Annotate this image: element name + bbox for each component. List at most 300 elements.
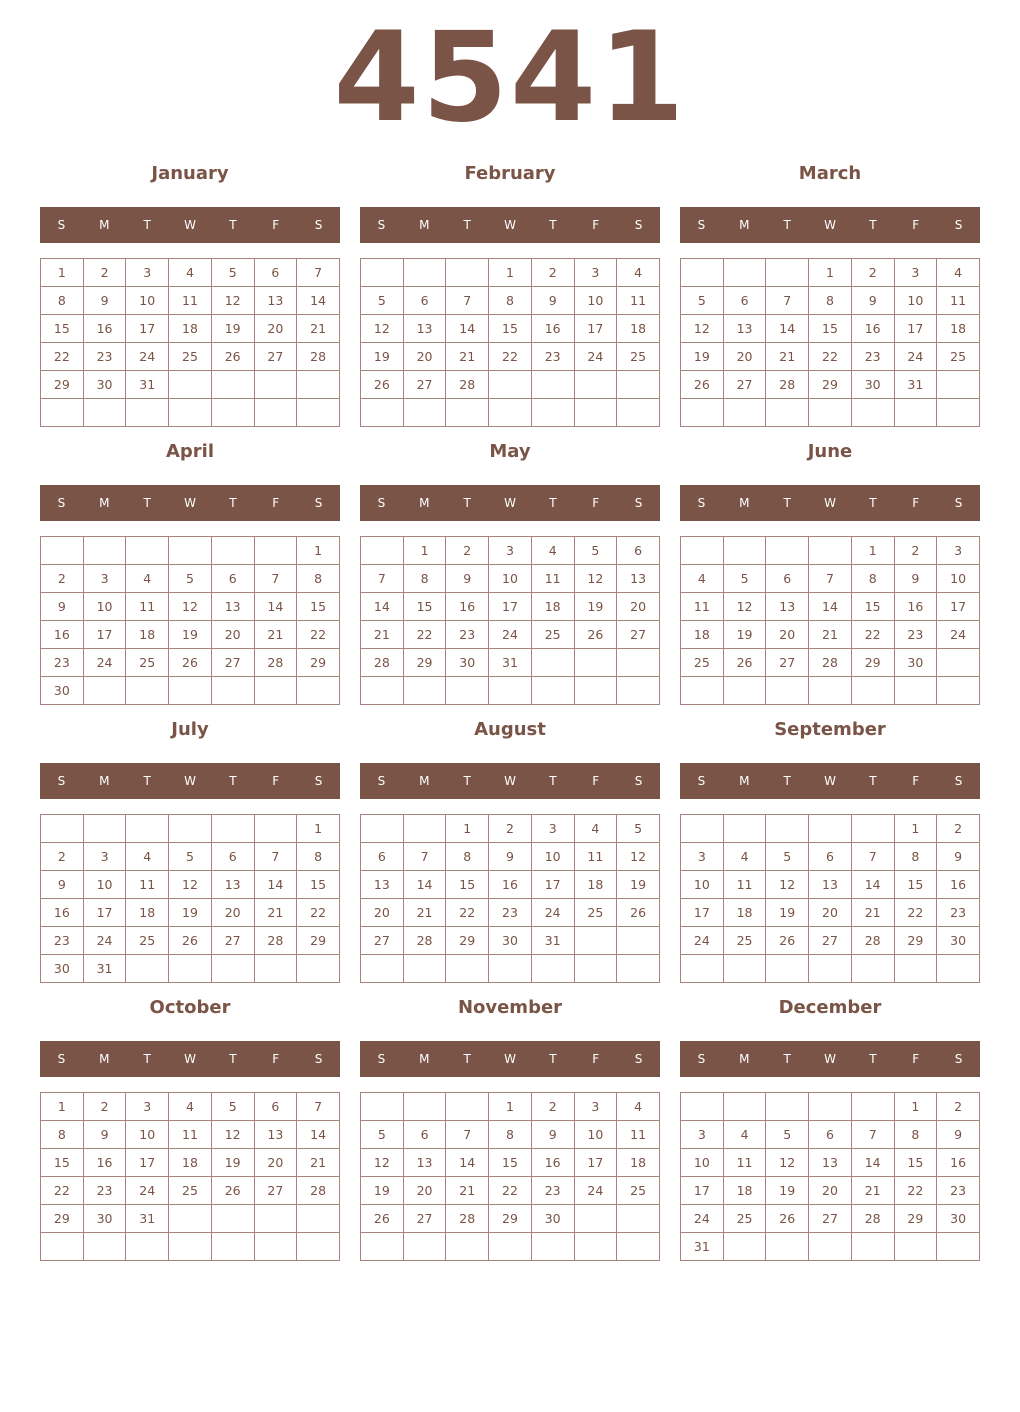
weekday-label: S (954, 496, 963, 510)
weekday-label: F (272, 774, 280, 788)
day-cell (937, 371, 980, 399)
day-cell: 12 (766, 1149, 809, 1177)
month-title: June (807, 441, 853, 462)
week-row (41, 399, 340, 427)
day-cell (126, 399, 169, 427)
day-cell: 16 (851, 315, 894, 343)
day-grid (680, 814, 980, 983)
day-cell: 13 (766, 593, 809, 621)
day-cell: 25 (617, 1177, 660, 1205)
day-cell: 28 (446, 371, 489, 399)
weekday-label: W (824, 774, 836, 788)
week-row (361, 1149, 660, 1177)
day-cell: 3 (531, 815, 574, 843)
day-cell: 10 (894, 287, 937, 315)
week-row (361, 259, 660, 287)
day-cell (574, 955, 617, 983)
day-cell: 12 (723, 593, 766, 621)
day-cell: 7 (446, 1121, 489, 1149)
day-cell: 10 (126, 287, 169, 315)
day-grid (680, 258, 980, 427)
day-cell: 19 (169, 899, 212, 927)
day-cell: 27 (617, 621, 660, 649)
day-cell: 26 (766, 1205, 809, 1233)
day-cell (937, 677, 980, 705)
day-cell (617, 649, 660, 677)
day-cell: 13 (809, 1149, 852, 1177)
day-cell: 2 (446, 537, 489, 565)
week-row (361, 677, 660, 705)
day-cell: 23 (851, 343, 894, 371)
day-cell: 17 (574, 315, 617, 343)
day-cell: 25 (617, 343, 660, 371)
weekday-label: M (419, 496, 430, 510)
day-cell (211, 815, 254, 843)
day-cell (894, 955, 937, 983)
day-cell: 12 (766, 871, 809, 899)
day-cell: 13 (403, 1149, 446, 1177)
day-cell (894, 1233, 937, 1261)
weekday-label: S (377, 218, 386, 232)
day-cell (211, 677, 254, 705)
day-cell: 23 (489, 899, 532, 927)
day-cell: 5 (617, 815, 660, 843)
weekday-header (40, 207, 340, 243)
weekday-header (40, 763, 340, 799)
day-cell: 3 (126, 259, 169, 287)
week-row (41, 315, 340, 343)
day-cell: 14 (446, 315, 489, 343)
day-cell: 10 (126, 1121, 169, 1149)
weekday-header (680, 763, 980, 799)
day-cell: 18 (169, 1149, 212, 1177)
weekday-label: T (869, 1052, 877, 1066)
day-cell: 9 (937, 843, 980, 871)
day-cell (851, 1093, 894, 1121)
day-cell: 3 (574, 1093, 617, 1121)
day-cell: 27 (403, 371, 446, 399)
day-cell: 4 (681, 565, 724, 593)
day-cell: 5 (574, 537, 617, 565)
weekday-label: F (592, 496, 600, 510)
day-cell (723, 815, 766, 843)
day-cell: 24 (531, 899, 574, 927)
week-row (361, 899, 660, 927)
weekday-label: F (912, 496, 920, 510)
day-cell: 30 (446, 649, 489, 677)
day-cell (361, 399, 404, 427)
day-cell: 18 (126, 621, 169, 649)
day-cell: 25 (937, 343, 980, 371)
day-cell (254, 815, 297, 843)
week-row (361, 315, 660, 343)
day-cell: 10 (681, 1149, 724, 1177)
day-cell (489, 371, 532, 399)
day-cell (297, 1205, 340, 1233)
day-cell: 13 (254, 1121, 297, 1149)
weekday-label: W (824, 1052, 836, 1066)
day-cell: 27 (809, 1205, 852, 1233)
day-cell (169, 399, 212, 427)
day-cell: 20 (617, 593, 660, 621)
month-title: July (171, 719, 209, 740)
day-cell: 16 (937, 871, 980, 899)
day-cell: 30 (531, 1205, 574, 1233)
day-cell: 16 (83, 315, 126, 343)
day-cell (894, 677, 937, 705)
day-cell: 16 (446, 593, 489, 621)
day-cell: 8 (297, 843, 340, 871)
day-cell: 22 (809, 343, 852, 371)
week-row (41, 843, 340, 871)
day-grid (40, 1092, 340, 1261)
day-cell: 23 (937, 899, 980, 927)
day-cell: 7 (446, 287, 489, 315)
day-cell: 17 (894, 315, 937, 343)
day-cell: 27 (211, 649, 254, 677)
day-cell: 22 (297, 899, 340, 927)
day-cell: 3 (83, 843, 126, 871)
day-cell: 29 (297, 927, 340, 955)
weekday-label: M (99, 218, 110, 232)
weekday-header (360, 207, 660, 243)
day-cell (169, 371, 212, 399)
weekday-label: F (272, 1052, 280, 1066)
weekday-header (40, 485, 340, 521)
week-row (681, 677, 980, 705)
day-cell: 11 (681, 593, 724, 621)
day-cell (297, 371, 340, 399)
day-cell (489, 1233, 532, 1261)
weekday-label: F (272, 218, 280, 232)
day-cell: 1 (489, 259, 532, 287)
day-cell: 12 (617, 843, 660, 871)
weekday-label: F (592, 218, 600, 232)
weekday-label: S (377, 496, 386, 510)
day-cell: 30 (41, 677, 84, 705)
day-cell: 12 (211, 1121, 254, 1149)
week-row (361, 565, 660, 593)
day-cell: 28 (361, 649, 404, 677)
day-cell: 9 (83, 287, 126, 315)
day-cell (809, 399, 852, 427)
day-cell: 14 (254, 871, 297, 899)
week-row (361, 371, 660, 399)
day-cell: 21 (446, 343, 489, 371)
weekday-label: S (57, 774, 66, 788)
day-cell: 15 (851, 593, 894, 621)
week-row (361, 537, 660, 565)
weekday-label: S (377, 774, 386, 788)
day-cell: 9 (531, 287, 574, 315)
week-row (361, 1177, 660, 1205)
day-cell: 26 (766, 927, 809, 955)
day-cell: 7 (851, 1121, 894, 1149)
day-cell: 5 (723, 565, 766, 593)
week-row (41, 1121, 340, 1149)
day-cell (723, 1093, 766, 1121)
day-cell (126, 955, 169, 983)
weekday-header (360, 485, 660, 521)
day-cell (937, 955, 980, 983)
day-grid (360, 536, 660, 705)
day-cell: 14 (851, 1149, 894, 1177)
day-cell (83, 815, 126, 843)
day-cell: 24 (681, 927, 724, 955)
day-cell: 17 (531, 871, 574, 899)
month-title: November (457, 997, 563, 1018)
day-cell: 20 (254, 315, 297, 343)
day-grid (40, 536, 340, 705)
day-cell (169, 537, 212, 565)
day-cell: 31 (126, 1205, 169, 1233)
week-row (681, 537, 980, 565)
day-cell: 5 (211, 1093, 254, 1121)
day-cell (723, 677, 766, 705)
day-cell: 22 (297, 621, 340, 649)
weekday-label: T (463, 1052, 471, 1066)
day-cell (169, 1205, 212, 1233)
weekday-label: M (739, 774, 750, 788)
month-title: August (474, 719, 546, 740)
day-cell (297, 1233, 340, 1261)
day-cell: 4 (126, 843, 169, 871)
day-cell (617, 371, 660, 399)
day-cell: 11 (937, 287, 980, 315)
day-cell (254, 537, 297, 565)
day-cell: 1 (851, 537, 894, 565)
day-grid (360, 258, 660, 427)
day-cell: 23 (83, 1177, 126, 1205)
year-title: 4541 (333, 6, 687, 150)
day-cell (937, 399, 980, 427)
week-row (41, 1205, 340, 1233)
week-row (681, 955, 980, 983)
day-cell: 22 (41, 343, 84, 371)
day-cell (211, 537, 254, 565)
day-cell (723, 537, 766, 565)
week-row (681, 815, 980, 843)
weekday-label: W (184, 218, 196, 232)
day-cell: 17 (489, 593, 532, 621)
day-cell: 17 (681, 1177, 724, 1205)
day-cell: 22 (489, 1177, 532, 1205)
day-cell (531, 677, 574, 705)
day-cell: 2 (937, 815, 980, 843)
day-cell: 19 (681, 343, 724, 371)
week-row (361, 927, 660, 955)
day-cell: 4 (126, 565, 169, 593)
day-cell: 3 (937, 537, 980, 565)
day-cell: 25 (574, 899, 617, 927)
weekday-label: W (504, 1052, 516, 1066)
day-cell: 30 (851, 371, 894, 399)
weekday-label: T (229, 496, 237, 510)
day-cell: 27 (361, 927, 404, 955)
day-cell (617, 677, 660, 705)
day-cell (574, 1233, 617, 1261)
week-row (681, 315, 980, 343)
day-cell: 19 (361, 343, 404, 371)
day-cell: 3 (894, 259, 937, 287)
day-cell: 6 (766, 565, 809, 593)
day-cell (531, 1233, 574, 1261)
month-title: September (774, 719, 886, 740)
week-row (361, 955, 660, 983)
day-cell: 18 (723, 1177, 766, 1205)
day-cell (851, 1233, 894, 1261)
day-cell: 4 (937, 259, 980, 287)
weekday-label: T (783, 496, 791, 510)
weekday-label: M (739, 496, 750, 510)
day-cell: 17 (937, 593, 980, 621)
day-cell: 10 (681, 871, 724, 899)
day-cell: 5 (211, 259, 254, 287)
day-cell: 2 (531, 1093, 574, 1121)
day-cell (126, 1233, 169, 1261)
day-cell: 29 (403, 649, 446, 677)
weekday-label: T (869, 218, 877, 232)
day-cell (937, 1233, 980, 1261)
weekday-label: W (184, 1052, 196, 1066)
day-cell: 2 (937, 1093, 980, 1121)
day-cell: 22 (894, 899, 937, 927)
weekday-label: S (314, 1052, 323, 1066)
day-cell (403, 955, 446, 983)
week-row (41, 1177, 340, 1205)
day-cell (489, 677, 532, 705)
day-cell: 26 (361, 371, 404, 399)
day-cell: 25 (681, 649, 724, 677)
day-cell (574, 927, 617, 955)
day-cell: 6 (617, 537, 660, 565)
week-row (681, 259, 980, 287)
day-cell: 15 (894, 871, 937, 899)
week-row (41, 537, 340, 565)
day-cell: 13 (723, 315, 766, 343)
day-cell: 23 (83, 343, 126, 371)
day-cell: 4 (169, 1093, 212, 1121)
day-cell (574, 649, 617, 677)
day-cell: 16 (489, 871, 532, 899)
day-cell: 27 (403, 1205, 446, 1233)
day-grid (40, 814, 340, 983)
day-cell: 15 (297, 593, 340, 621)
weekday-label: S (697, 774, 706, 788)
weekday-label: T (229, 218, 237, 232)
day-cell: 31 (83, 955, 126, 983)
day-cell: 22 (41, 1177, 84, 1205)
day-cell: 1 (297, 815, 340, 843)
day-cell (489, 955, 532, 983)
day-grid (680, 536, 980, 705)
week-row (361, 1205, 660, 1233)
day-cell: 11 (126, 871, 169, 899)
day-cell: 1 (894, 1093, 937, 1121)
day-cell: 5 (361, 1121, 404, 1149)
day-cell (937, 649, 980, 677)
week-row (361, 593, 660, 621)
day-cell: 11 (723, 871, 766, 899)
week-row (681, 871, 980, 899)
week-row (361, 843, 660, 871)
day-cell: 14 (851, 871, 894, 899)
day-cell: 13 (617, 565, 660, 593)
day-cell: 20 (211, 621, 254, 649)
day-cell (254, 955, 297, 983)
week-row (41, 955, 340, 983)
week-row (681, 1205, 980, 1233)
weekday-label: T (463, 218, 471, 232)
day-cell (723, 259, 766, 287)
day-cell: 14 (297, 287, 340, 315)
day-cell: 17 (83, 899, 126, 927)
day-cell: 19 (723, 621, 766, 649)
day-cell: 24 (681, 1205, 724, 1233)
day-cell: 10 (937, 565, 980, 593)
week-row (361, 871, 660, 899)
day-cell: 1 (41, 1093, 84, 1121)
day-cell: 25 (169, 1177, 212, 1205)
day-cell: 8 (489, 1121, 532, 1149)
weekday-label: T (549, 218, 557, 232)
day-cell: 20 (403, 343, 446, 371)
day-cell: 9 (83, 1121, 126, 1149)
day-cell (809, 1093, 852, 1121)
day-cell (681, 537, 724, 565)
day-cell: 3 (574, 259, 617, 287)
day-cell: 18 (169, 315, 212, 343)
day-cell: 4 (617, 1093, 660, 1121)
day-cell: 26 (361, 1205, 404, 1233)
weekday-label: S (57, 496, 66, 510)
day-cell (723, 955, 766, 983)
day-cell (83, 537, 126, 565)
day-cell (254, 1233, 297, 1261)
day-cell (446, 955, 489, 983)
weekday-header (360, 1041, 660, 1077)
day-cell: 26 (617, 899, 660, 927)
day-cell: 1 (894, 815, 937, 843)
day-cell: 3 (83, 565, 126, 593)
day-cell (617, 1205, 660, 1233)
day-cell: 28 (809, 649, 852, 677)
day-cell: 14 (297, 1121, 340, 1149)
day-cell (361, 955, 404, 983)
day-cell (851, 399, 894, 427)
day-cell: 26 (169, 649, 212, 677)
day-cell: 30 (41, 955, 84, 983)
week-row (681, 621, 980, 649)
day-cell: 6 (403, 1121, 446, 1149)
day-cell (169, 955, 212, 983)
weekday-label: T (229, 774, 237, 788)
day-cell: 15 (489, 1149, 532, 1177)
day-grid (360, 1092, 660, 1261)
day-cell: 23 (531, 1177, 574, 1205)
day-cell: 15 (446, 871, 489, 899)
day-cell: 19 (766, 899, 809, 927)
day-cell: 2 (83, 1093, 126, 1121)
week-row (361, 649, 660, 677)
day-cell: 15 (809, 315, 852, 343)
day-cell: 7 (403, 843, 446, 871)
day-cell: 14 (254, 593, 297, 621)
day-cell (403, 1093, 446, 1121)
day-cell (531, 371, 574, 399)
weekday-label: S (954, 774, 963, 788)
day-cell (723, 1233, 766, 1261)
